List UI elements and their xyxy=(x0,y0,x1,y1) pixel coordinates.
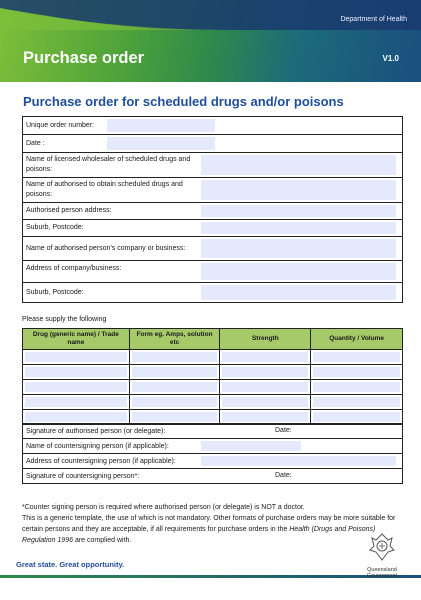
field-label: Name of authorised person's company or business: xyxy=(26,244,186,252)
crest-icon xyxy=(368,532,396,562)
order-details-table xyxy=(22,116,403,303)
authorised-signature-field[interactable] xyxy=(23,424,403,439)
field-label: Address of company/business: xyxy=(26,265,122,272)
table-row xyxy=(23,365,403,380)
suburb-postcode-input[interactable] xyxy=(201,222,396,234)
field-row xyxy=(23,178,403,203)
drug-cell[interactable] xyxy=(23,365,130,380)
document-title: Purchase order xyxy=(23,49,145,67)
field-row xyxy=(23,153,403,178)
field-cell[interactable] xyxy=(23,283,403,303)
countersigner-name-field[interactable] xyxy=(23,439,403,454)
field-row xyxy=(23,220,403,237)
company-name-input[interactable] xyxy=(201,239,396,258)
field-label: Suburb, Postcode: xyxy=(26,288,84,296)
strength-cell[interactable] xyxy=(220,350,311,365)
field-cell[interactable] xyxy=(23,203,403,220)
field-row xyxy=(23,261,403,283)
supply-intro: Please supply the following xyxy=(22,316,107,323)
field-label: Address of countersigning person (if applicable): xyxy=(26,457,176,465)
notes-section xyxy=(22,502,408,546)
form-cell[interactable] xyxy=(129,365,220,380)
template-note-text: This is a generic template, the use of which is not mandatory. Other formats of purchase orders may be more suitable for certain persons and they are acceptable, if all requirements for purchase orders in the xyxy=(22,515,396,533)
column-header: Strength xyxy=(220,329,311,350)
field-row xyxy=(23,237,403,261)
field-label: Name of authorised to obtain scheduled drugs and poisons: xyxy=(26,181,183,198)
column-header: Form eg. Amps, solution etc xyxy=(129,329,220,350)
signatures-table xyxy=(22,423,403,484)
field-cell[interactable] xyxy=(23,178,403,203)
company-suburb-postcode-input[interactable] xyxy=(201,285,396,300)
quantity-cell[interactable] xyxy=(311,350,403,365)
authorised-address-input[interactable] xyxy=(201,205,396,217)
countersigner-signature-field[interactable] xyxy=(23,469,403,484)
field-row xyxy=(23,283,403,303)
signature-row xyxy=(23,454,403,469)
countersigner-address-input[interactable] xyxy=(201,456,396,466)
authorised-name-input[interactable] xyxy=(201,180,396,200)
field-label: Date : xyxy=(26,139,45,147)
crest-text: Queensland Government xyxy=(366,567,398,579)
date-label: Date: xyxy=(275,427,292,434)
field-label: Authorised person address: xyxy=(26,207,112,214)
column-header: Drug (generic name) / Trade name xyxy=(23,329,130,350)
date-label: Date: xyxy=(275,472,292,479)
template-note xyxy=(22,513,408,546)
version-label: V1.0 xyxy=(382,54,399,63)
signature-row xyxy=(23,469,403,484)
form-heading: Purchase order for scheduled drugs and/or poisons xyxy=(23,94,344,109)
drug-cell[interactable] xyxy=(23,395,130,410)
quantity-cell[interactable] xyxy=(311,395,403,410)
drug-cell[interactable] xyxy=(23,380,130,395)
form-cell[interactable] xyxy=(129,380,220,395)
table-row xyxy=(23,395,403,410)
field-row xyxy=(23,117,403,135)
field-row xyxy=(23,203,403,220)
field-cell[interactable] xyxy=(23,135,403,153)
field-cell[interactable] xyxy=(23,237,403,261)
column-header: Quantity / Volume xyxy=(311,329,403,350)
template-note-end: are complied with. xyxy=(73,537,132,544)
table-row xyxy=(23,350,403,365)
quantity-cell[interactable] xyxy=(311,380,403,395)
date-input[interactable] xyxy=(107,137,215,150)
field-label: Signature of authorised person (or delegate): xyxy=(26,427,166,435)
company-address-input[interactable] xyxy=(201,263,396,280)
field-label: Suburb, Postcode: xyxy=(26,224,84,231)
table-row xyxy=(23,380,403,395)
field-cell[interactable] xyxy=(23,261,403,283)
field-cell[interactable] xyxy=(23,117,403,135)
drugs-header-row xyxy=(23,329,403,350)
field-row xyxy=(23,135,403,153)
footer-tagline: Great state. Great opportunity. xyxy=(16,560,125,569)
queensland-crest-logo xyxy=(362,532,402,582)
strength-cell[interactable] xyxy=(220,380,311,395)
drugs-table xyxy=(22,328,403,425)
signature-row xyxy=(23,424,403,439)
countersigner-address-field[interactable] xyxy=(23,454,403,469)
strength-cell[interactable] xyxy=(220,395,311,410)
field-cell[interactable] xyxy=(23,153,403,178)
field-label: Signature of countersigning person*: xyxy=(26,472,140,480)
form-cell[interactable] xyxy=(129,395,220,410)
banner-wave-graphic xyxy=(0,0,421,30)
field-label: Unique order number: xyxy=(26,121,95,129)
drug-cell[interactable] xyxy=(23,350,130,365)
field-label: Name of countersigning person (if applicable): xyxy=(26,442,169,450)
department-name: Department of Health xyxy=(340,16,407,23)
field-label: Name of licensed wholesaler of scheduled drugs and poisons: xyxy=(26,156,191,173)
countersign-note: *Counter signing person is required where authorised person (or delegate) is NOT a doctor. xyxy=(22,504,305,511)
countersigner-name-input[interactable] xyxy=(201,441,301,451)
quantity-cell[interactable] xyxy=(311,365,403,380)
header-banner xyxy=(0,0,421,82)
signature-row xyxy=(23,439,403,454)
footer-divider xyxy=(0,575,421,578)
field-cell[interactable] xyxy=(23,220,403,237)
wholesaler-name-input[interactable] xyxy=(201,155,396,175)
strength-cell[interactable] xyxy=(220,365,311,380)
regulation-name: Health (Drugs and Poisons) Regulation 1996 xyxy=(22,526,376,544)
form-cell[interactable] xyxy=(129,350,220,365)
unique-order-number-input[interactable] xyxy=(107,119,215,132)
